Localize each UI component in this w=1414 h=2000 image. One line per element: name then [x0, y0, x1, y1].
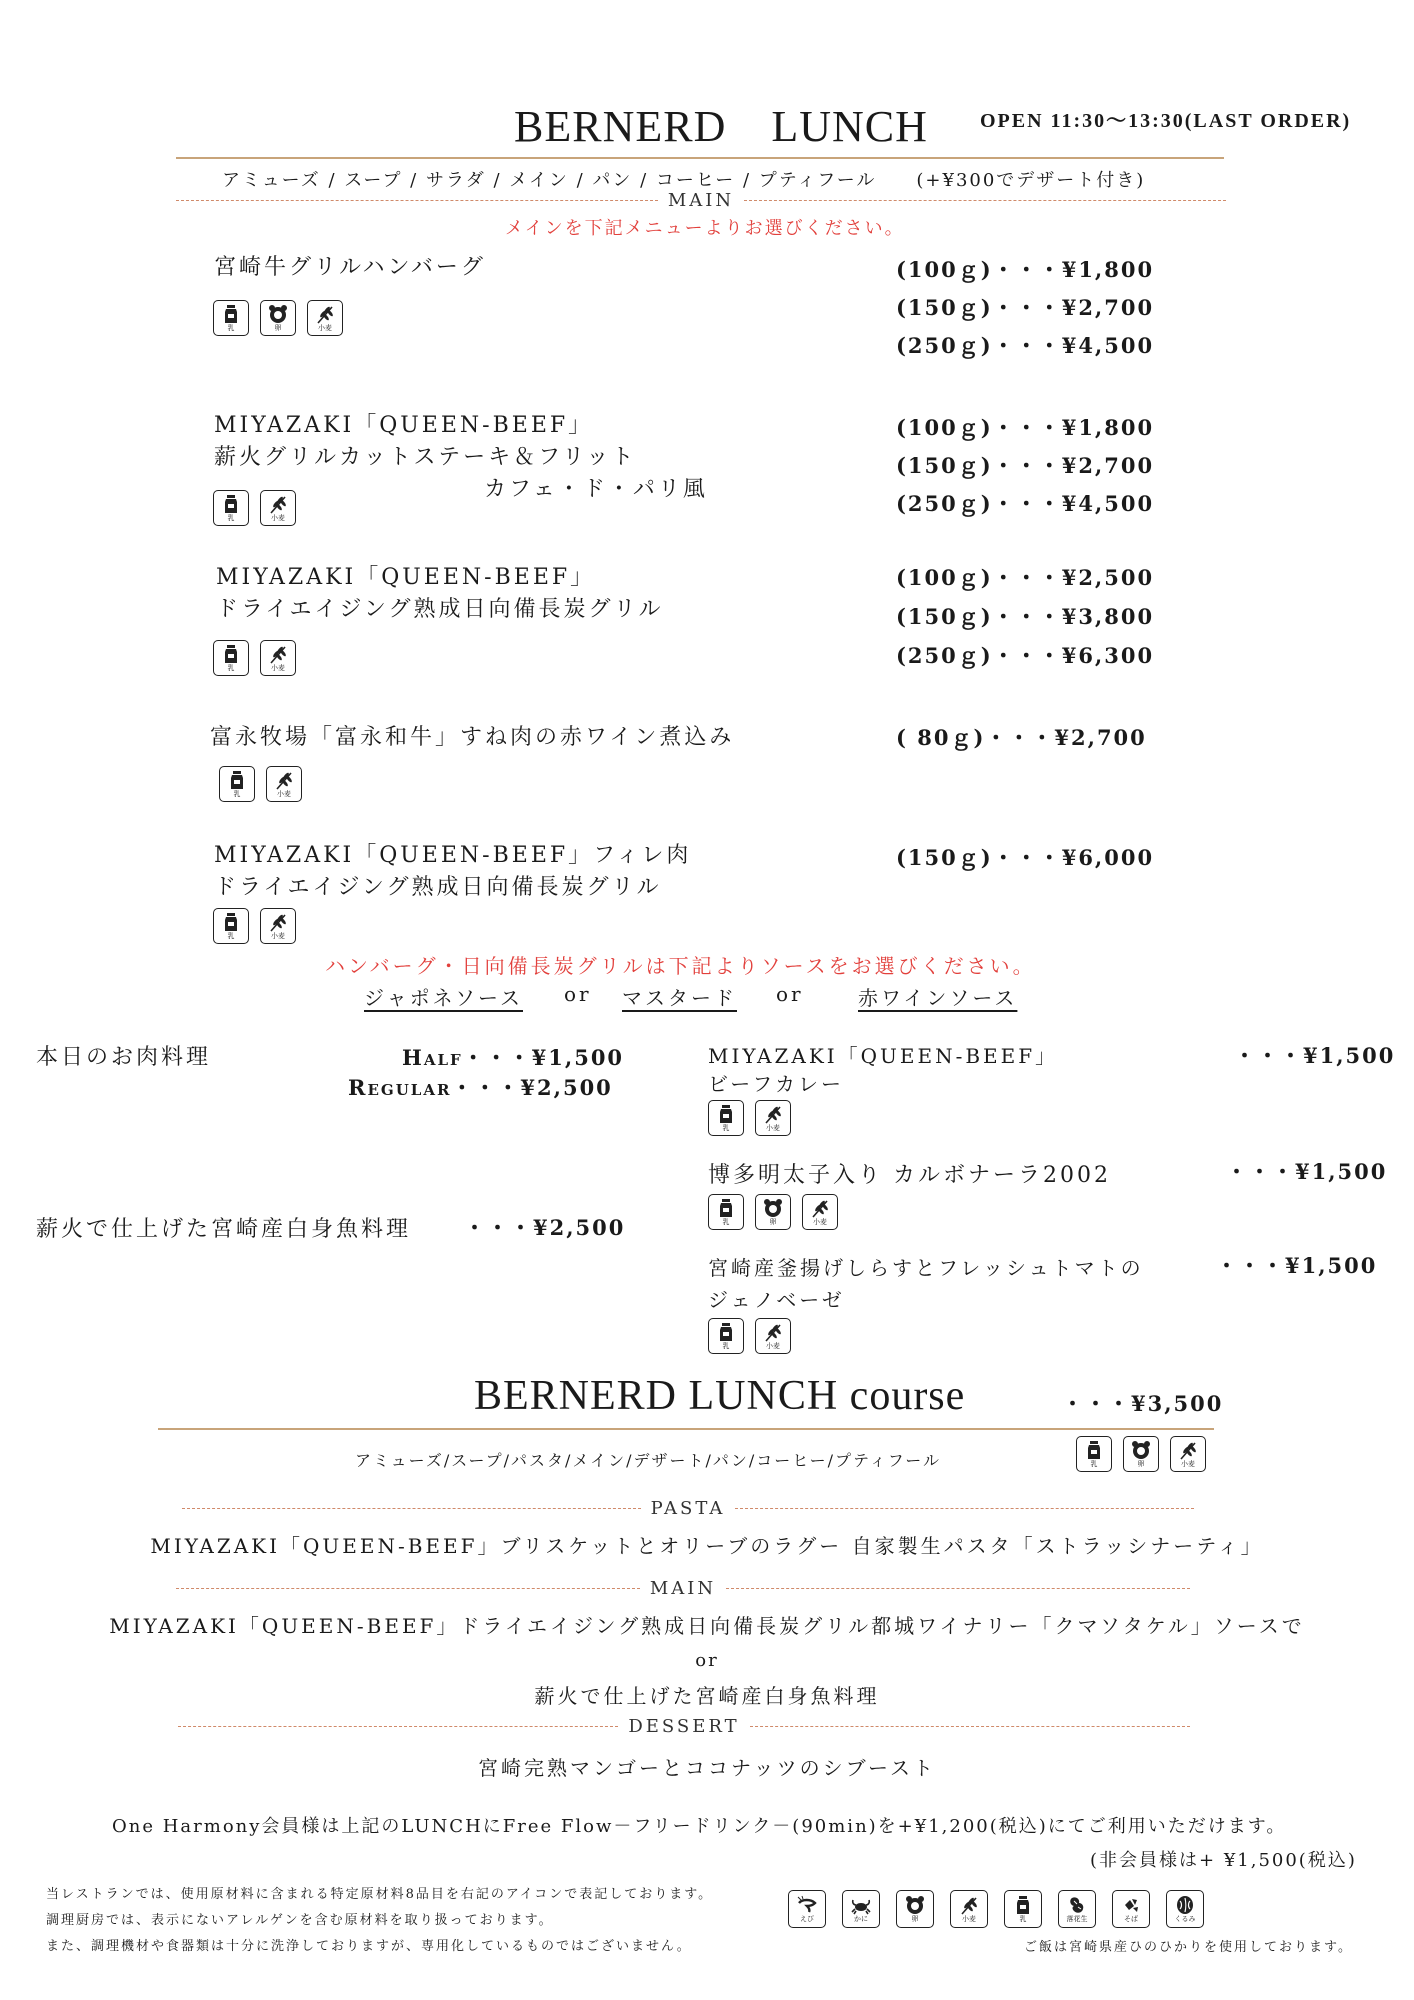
price-100g: (100ｇ)・・・¥2,500 — [896, 565, 1155, 590]
egg-icon: 卵 — [755, 1194, 791, 1230]
course-rule — [158, 1428, 1214, 1430]
course-pasta: MIYAZAKI「QUEEN-BEEF」ブリスケットとオリーブのラグー 自家製生パスタ「ストラッシナーティ」 — [150, 1534, 1264, 1558]
price-100g: (100ｇ)・・・¥1,800 — [896, 257, 1155, 282]
wheat-icon: 小麦 — [266, 766, 302, 802]
peanut-icon: 落花生 — [1058, 1890, 1096, 1928]
course-main-alt: 薪火で仕上げた宮崎産白身魚料理 — [534, 1684, 880, 1708]
carbonara-name: 博多明太子入り カルボナーラ2002 — [708, 1163, 1111, 1188]
allergen-icons — [708, 1100, 791, 1136]
meat-half-price: Half・・・¥1,500 — [402, 1045, 625, 1070]
allergen-note-line: 調理厨房では、表示にないアレルゲンを含む原材料を取り扱っております。 — [46, 1913, 554, 1928]
course-main-label: MAIN — [649, 1578, 717, 1599]
price-150g: (150ｇ)・・・¥2,700 — [896, 453, 1155, 478]
genovese-name: 宮崎産釜揚げしらすとフレッシュトマトの — [708, 1256, 1144, 1280]
allergen-legend — [788, 1890, 1204, 1928]
milk-icon: 乳 — [708, 1318, 744, 1354]
sauce-or: or — [776, 982, 804, 1006]
allergen-icons — [213, 490, 296, 526]
main-item-name: ドライエイジング熟成日向備長炭グリル — [214, 875, 662, 900]
main-item-name: 宮崎牛グリルハンバーグ — [214, 255, 486, 280]
course-main: MIYAZAKI「QUEEN-BEEF」ドライエイジング熟成日向備長炭グリル都城ワイナリー「クマソタケル」ソースで — [109, 1614, 1305, 1638]
milk-icon: 乳 — [1076, 1436, 1112, 1472]
main-select-note: メインを下記メニューよりお選びください。 — [505, 218, 905, 239]
meat-regular-price: Regular・・・¥2,500 — [348, 1075, 613, 1100]
sauce-option-japonais: ジャポネソース — [364, 986, 523, 1010]
lunch-course-items: アミューズ / スープ / サラダ / メイン / パン / コーヒー / プティフール (+¥300でデザート付き) — [222, 170, 1146, 191]
course-price: ・・・¥3,500 — [1062, 1391, 1224, 1416]
milk-icon: 乳 — [213, 908, 249, 944]
course-main-divider — [176, 1578, 1190, 1599]
main-item-name: ドライエイジング熟成日向備長炭グリル — [216, 597, 664, 622]
allergen-note-line: また、調理機材や食器類は十分に洗浄しておりますが、専用化しているものではございません。 — [46, 1939, 692, 1954]
course-items: アミューズ/スープ/パスタ/メイン/デザート/パン/コーヒー/プティフール — [355, 1451, 941, 1470]
sauce-option-mustard: マスタード — [622, 986, 737, 1010]
allergen-icons — [708, 1194, 838, 1230]
header-rule — [176, 157, 1224, 159]
course-or: or — [695, 1650, 719, 1671]
allergen-icons — [213, 640, 296, 676]
allergen-notes — [46, 1882, 713, 1960]
pasta-section-label: PASTA — [650, 1498, 726, 1519]
sauce-option-red-wine: 赤ワインソース — [858, 986, 1018, 1010]
price-80g: ( 80ｇ)・・・¥2,700 — [896, 725, 1147, 750]
white-fish-price: ・・・¥2,500 — [464, 1215, 626, 1240]
allergen-icons — [213, 300, 343, 336]
main-item-name: MIYAZAKI「QUEEN-BEEF」 — [216, 565, 596, 590]
price-150g: (150ｇ)・・・¥2,700 — [896, 295, 1155, 320]
curry-price: ・・・¥1,500 — [1234, 1043, 1396, 1068]
price-250g: (250ｇ)・・・¥4,500 — [896, 491, 1155, 516]
shrimp-icon: えび — [788, 1890, 826, 1928]
egg-icon: 卵 — [1123, 1436, 1159, 1472]
milk-icon: 乳 — [213, 640, 249, 676]
milk-icon: 乳 — [213, 300, 249, 336]
wheat-icon: 小麦 — [802, 1194, 838, 1230]
milk-icon: 乳 — [1004, 1890, 1042, 1928]
allergen-icons — [1076, 1436, 1206, 1472]
crab-icon: かに — [842, 1890, 880, 1928]
price-250g: (250ｇ)・・・¥6,300 — [896, 643, 1155, 668]
price-100g: (100ｇ)・・・¥1,800 — [896, 415, 1155, 440]
main-item-name: 薪火グリルカットステーキ＆フリット — [214, 445, 637, 470]
genovese-name: ジェノベーゼ — [708, 1288, 845, 1312]
milk-icon: 乳 — [708, 1194, 744, 1230]
freeflow-note: One Harmony会員様は上記のLUNCHにFree Flow－フリードリンク－(90min)を+¥1,200(税込)にてご利用いただけます。 — [112, 1816, 1287, 1837]
milk-icon: 乳 — [708, 1100, 744, 1136]
meat-of-the-day-name: 本日のお肉料理 — [36, 1045, 212, 1070]
soba-icon: そば — [1112, 1890, 1150, 1928]
rice-note: ご飯は宮崎県産ひのひかりを使用しております。 — [1024, 1940, 1353, 1955]
main-item-name: 富永牧場「富永和牛」すね肉の赤ワイン煮込み — [210, 725, 735, 750]
milk-icon: 乳 — [213, 490, 249, 526]
price-150g: (150ｇ)・・・¥6,000 — [896, 845, 1155, 870]
genovese-price: ・・・¥1,500 — [1216, 1253, 1378, 1278]
sauce-or: or — [564, 982, 592, 1006]
main-section-label: MAIN — [667, 190, 735, 211]
wheat-icon: 小麦 — [307, 300, 343, 336]
allergen-note-line: 当レストランでは、使用原材料に含まれる特定原材料8品目を右記のアイコンで表記しております。 — [46, 1887, 714, 1902]
allergen-icons — [213, 908, 296, 944]
pasta-section-divider — [182, 1498, 1194, 1519]
menu-title: BERNERD LUNCH — [514, 102, 928, 151]
sauce-note: ハンバーグ・日向備長炭グリルは下記よりソースをお選びください。 — [325, 954, 1036, 978]
main-item-name: MIYAZAKI「QUEEN-BEEF」 — [214, 413, 594, 438]
price-250g: (250ｇ)・・・¥4,500 — [896, 333, 1155, 358]
walnut-icon: くるみ — [1166, 1890, 1204, 1928]
dessert-section-divider — [178, 1716, 1190, 1737]
wheat-icon: 小麦 — [260, 908, 296, 944]
wheat-icon: 小麦 — [260, 490, 296, 526]
course-title: BERNERD LUNCH course — [474, 1373, 966, 1419]
main-item-name: MIYAZAKI「QUEEN-BEEF」フィレ肉 — [214, 843, 692, 868]
wheat-icon: 小麦 — [755, 1100, 791, 1136]
milk-icon: 乳 — [219, 766, 255, 802]
allergen-icons — [708, 1318, 791, 1354]
allergen-icons — [219, 766, 302, 802]
egg-icon: 卵 — [896, 1890, 934, 1928]
white-fish-name: 薪火で仕上げた宮崎産白身魚料理 — [36, 1217, 412, 1242]
open-hours: OPEN 11:30〜13:30(LAST ORDER) — [980, 110, 1352, 132]
wheat-icon: 小麦 — [950, 1890, 988, 1928]
curry-name: MIYAZAKI「QUEEN-BEEF」 — [708, 1044, 1059, 1068]
carbonara-price: ・・・¥1,500 — [1226, 1159, 1388, 1184]
dessert-section-label: DESSERT — [628, 1716, 740, 1737]
egg-icon: 卵 — [260, 300, 296, 336]
main-item-name: カフェ・ド・パリ風 — [484, 477, 708, 502]
freeflow-nonmember: (非会員様は+ ¥1,500(税込) — [1090, 1850, 1357, 1871]
wheat-icon: 小麦 — [1170, 1436, 1206, 1472]
curry-name: ビーフカレー — [708, 1072, 844, 1096]
course-dessert: 宮崎完熟マンゴーとココナッツのシブースト — [478, 1756, 936, 1780]
wheat-icon: 小麦 — [755, 1318, 791, 1354]
wheat-icon: 小麦 — [260, 640, 296, 676]
main-section-divider — [176, 190, 1226, 211]
price-150g: (150ｇ)・・・¥3,800 — [896, 604, 1155, 629]
